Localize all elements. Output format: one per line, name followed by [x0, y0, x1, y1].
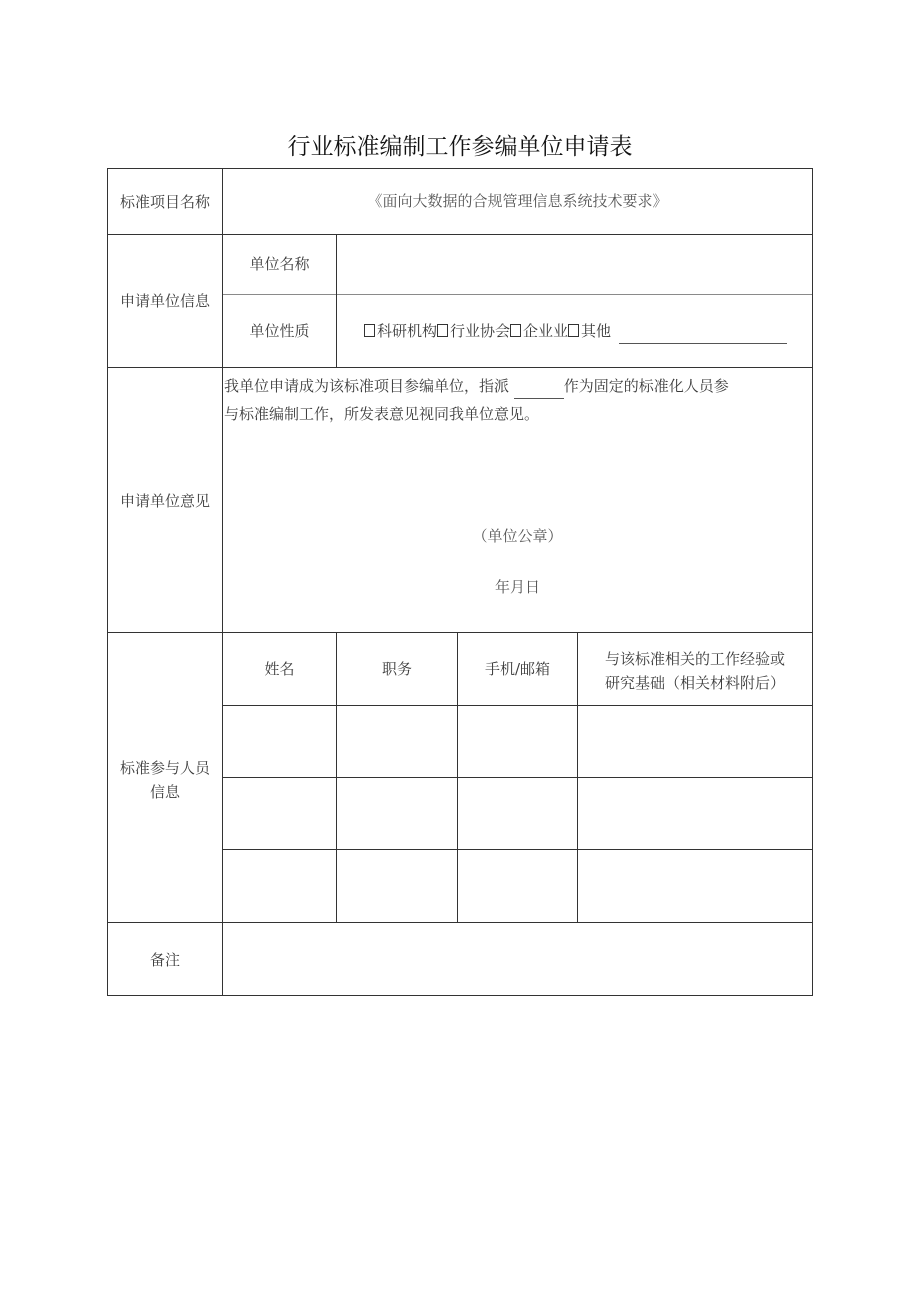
row-divider	[108, 234, 812, 235]
application-form	[107, 168, 813, 996]
opinion-statement-line2: 与标准编制工作，所发表意见视同我单位意见。	[224, 405, 540, 423]
header-position: 职务	[381, 660, 412, 678]
row-divider	[222, 294, 812, 295]
participant-3-position[interactable]	[337, 850, 457, 922]
row-divider	[108, 367, 812, 368]
option-label: 企业业	[523, 322, 569, 340]
unit-type-options	[364, 319, 812, 344]
opinion-label: 申请单位意见	[119, 492, 210, 510]
participant-1-experience[interactable]	[578, 706, 812, 777]
participant-3-contact[interactable]	[458, 850, 577, 922]
unit-name-label: 单位名称	[249, 255, 310, 273]
participant-1-contact[interactable]	[458, 706, 577, 777]
participant-3-experience[interactable]	[578, 850, 812, 922]
unit-seal: （单位公章）	[472, 527, 563, 545]
participant-2-name[interactable]	[223, 778, 336, 849]
participant-2-position[interactable]	[337, 778, 457, 849]
statement-part2: 作为固定的标准化人员参	[563, 377, 729, 395]
option-label: 科研机构	[377, 322, 438, 340]
participants-label-line2: 信息	[149, 783, 180, 801]
option-other[interactable]	[568, 322, 611, 340]
project-name-value[interactable]: 《面向大数据的合规管理信息系统技术要求》	[367, 192, 668, 210]
remarks-label: 备注	[149, 951, 180, 969]
checkbox-icon[interactable]	[568, 324, 579, 337]
option-enterprise[interactable]	[510, 322, 568, 340]
participant-1-name[interactable]	[223, 706, 336, 777]
header-experience-line1: 与该标准相关的工作经验或	[604, 650, 785, 668]
participant-3-name[interactable]	[223, 850, 336, 922]
statement-part1: 我单位申请成为该标准项目参编单位，指派	[224, 377, 510, 395]
participant-2-contact[interactable]	[458, 778, 577, 849]
remarks-field[interactable]	[230, 929, 806, 989]
row-divider	[108, 922, 812, 923]
applicant-info-label: 申请单位信息	[119, 292, 210, 310]
unit-name-field[interactable]	[344, 252, 804, 276]
option-industry-association[interactable]	[437, 322, 510, 340]
header-name: 姓名	[264, 660, 295, 678]
unit-type-label: 单位性质	[249, 322, 310, 340]
checkbox-icon[interactable]	[510, 324, 521, 337]
option-label: 其他	[581, 322, 612, 340]
participants-label-line1: 标准参与人员	[119, 759, 210, 777]
signing-date[interactable]: 年月日	[494, 578, 540, 596]
column-divider	[336, 234, 337, 367]
option-label: 行业协会	[450, 322, 511, 340]
checkbox-icon[interactable]	[437, 324, 448, 337]
participant-2-experience[interactable]	[578, 778, 812, 849]
designee-blank[interactable]	[514, 374, 564, 399]
header-contact: 手机/邮箱	[484, 660, 551, 678]
row-divider	[108, 632, 812, 633]
page-title: 行业标准编制工作参编单位申请表	[287, 134, 633, 160]
header-experience-line2: 研究基础（相关材料附后）	[604, 674, 785, 692]
other-fill-line[interactable]	[619, 319, 787, 344]
option-research-institute[interactable]	[364, 322, 437, 340]
opinion-statement-line1	[224, 374, 810, 399]
participant-1-position[interactable]	[337, 706, 457, 777]
project-name-label: 标准项目名称	[119, 193, 210, 211]
checkbox-icon[interactable]	[364, 324, 375, 337]
